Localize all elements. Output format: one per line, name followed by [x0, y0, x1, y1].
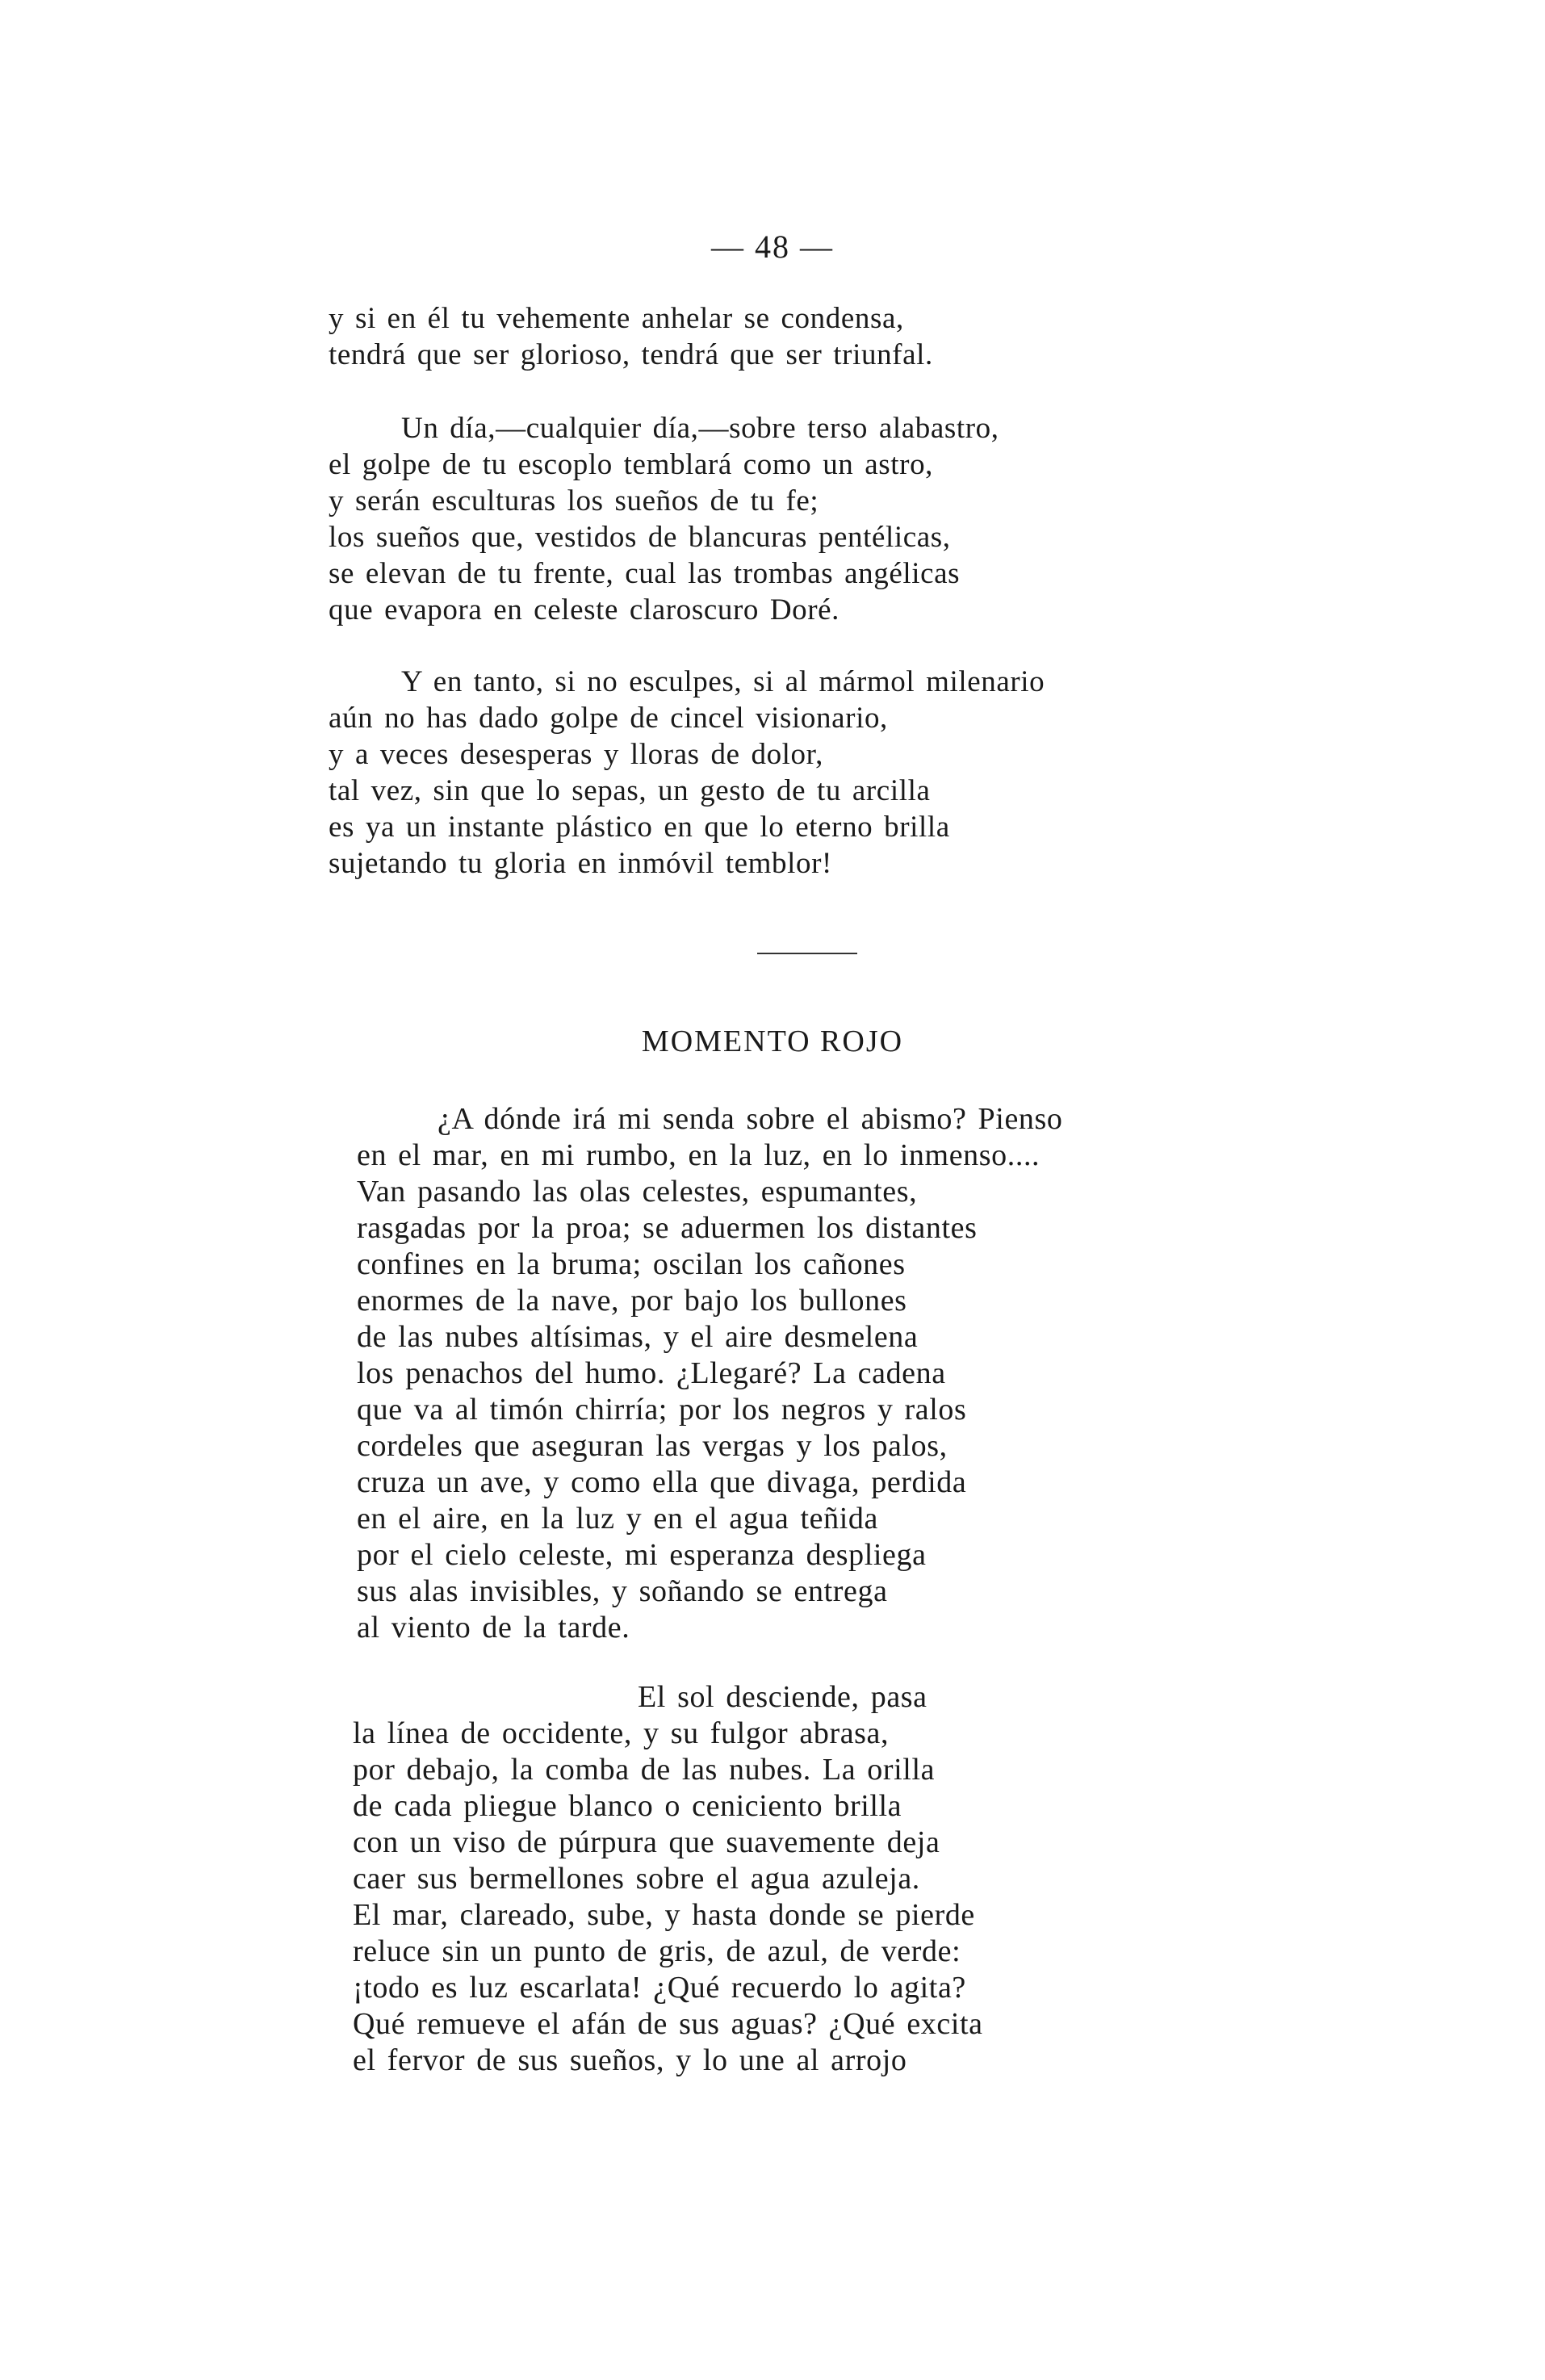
verse-line: cordeles que aseguran las vergas y los palos, [357, 1429, 948, 1463]
verse-line: la línea de occidente, y su fulgor abrasa, [353, 1716, 890, 1750]
verse-line: se elevan de tu frente, cual las trombas angélicas [329, 557, 961, 590]
verse-line: al viento de la tarde. [357, 1611, 630, 1645]
verse-line: y serán esculturas los sueños de tu fe; [329, 484, 819, 517]
page-number: — 48 — [711, 228, 834, 265]
poem-part-2 [353, 1679, 983, 2079]
verse-line: en el mar, en mi rumbo, en la luz, en lo inmenso.... [357, 1138, 1040, 1172]
verse-line: El mar, clareado, sube, y hasta donde se pierde [353, 1898, 975, 1932]
verse-line: el fervor de sus sueños, y lo une al arrojo [353, 2043, 907, 2077]
verse-line: tendrá que ser glorioso, tendrá que ser triunfal. [329, 338, 933, 371]
verse-line: de cada pliegue blanco o ceniciento brilla [353, 1789, 902, 1823]
verse-line: tal vez, sin que lo sepas, un gesto de tu arcilla [329, 774, 931, 807]
verse-line: cruza un ave, y como ella que divaga, perdida [357, 1465, 967, 1499]
verse-line: Qué remueve el afán de sus aguas? ¿Qué excita [353, 2007, 983, 2041]
verse-line: ¿A dónde irá mi senda sobre el abismo? Pienso [438, 1102, 1063, 1136]
verse-line: que va al timón chirría; por los negros y ralos [357, 1393, 967, 1427]
stanza-2 [329, 410, 999, 628]
verse-line: y si en él tu vehemente anhelar se condensa, [329, 302, 904, 335]
poem-title: MOMENTO ROJO [641, 1024, 904, 1058]
verse-line: aún no has dado golpe de cincel visionario, [329, 702, 888, 735]
poem-part-1 [357, 1101, 1063, 1646]
verse-line: ¡todo es luz escarlata! ¿Qué recuerdo lo agita? [353, 1971, 966, 2005]
verse-line: por el cielo celeste, mi esperanza despliega [357, 1538, 927, 1572]
verse-line: con un viso de púrpura que suavemente deja [353, 1825, 940, 1859]
verse-line: el golpe de tu escoplo temblará como un astro, [329, 448, 934, 481]
verse-line: los penachos del humo. ¿Llegaré? La cadena [357, 1356, 946, 1390]
stanza-1 [329, 300, 933, 373]
verse-line: de las nubes altísimas, y el aire desmelena [357, 1320, 919, 1354]
verse-line: es ya un instante plástico en que lo eterno brilla [329, 811, 950, 844]
verse-line: rasgadas por la proa; se aduermen los distantes [357, 1211, 978, 1245]
verse-line: Y en tanto, si no esculpes, si al mármol milenario [401, 665, 1045, 698]
section-divider [757, 953, 857, 954]
verse-line: reluce sin un punto de gris, de azul, de verde: [353, 1934, 961, 1968]
verse-line: Un día,—cualquier día,—sobre terso alabastro, [401, 412, 999, 445]
verse-line: sujetando tu gloria en inmóvil temblor! [329, 847, 832, 880]
verse-line: y a veces desesperas y lloras de dolor, [329, 738, 823, 771]
verse-line: que evapora en celeste claroscuro Doré. [329, 593, 840, 626]
verse-line: en el aire, en la luz y en el agua teñida [357, 1502, 878, 1536]
verse-line: los sueños que, vestidos de blancuras pentélicas, [329, 521, 951, 554]
verse-line: caer sus bermellones sobre el agua azuleja. [353, 1862, 920, 1896]
verse-line: El sol desciende, pasa [638, 1680, 927, 1714]
verse-line: Van pasando las olas celestes, espumantes, [357, 1175, 918, 1209]
stanza-3 [329, 664, 1045, 882]
verse-line: enormes de la nave, por bajo los bullones [357, 1284, 907, 1318]
verse-line: por debajo, la comba de las nubes. La orilla [353, 1753, 936, 1787]
verse-line: confines en la bruma; oscilan los cañones [357, 1247, 906, 1281]
verse-line: sus alas invisibles, y soñando se entrega [357, 1574, 888, 1608]
